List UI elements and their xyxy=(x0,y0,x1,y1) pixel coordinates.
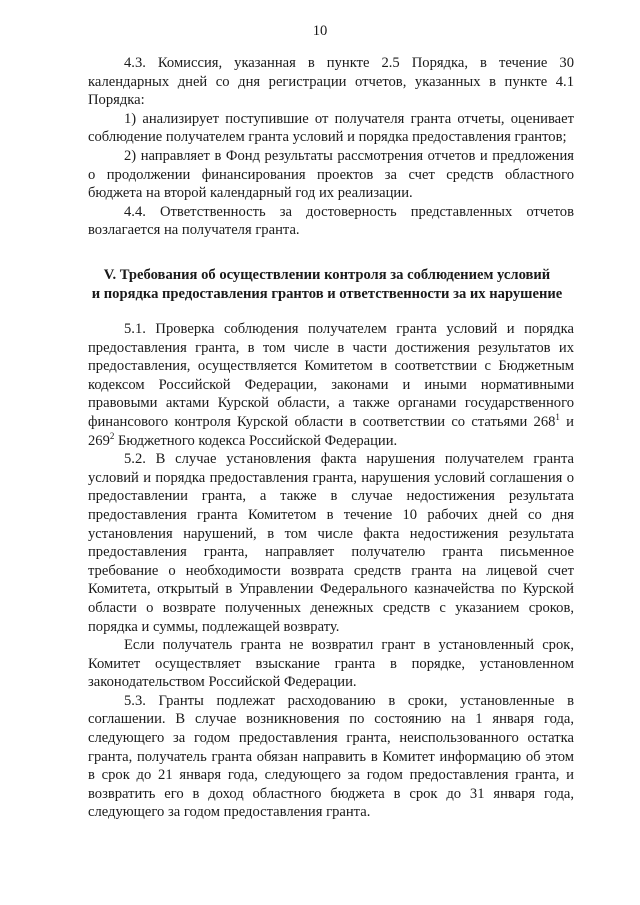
paragraph-5-2-continuation: Если получатель гранта не возвратил грант в установленный срок, Комитет осуществляет взыскание гранта в порядке, установленном законодательством Российской Федерации. xyxy=(88,637,574,691)
section-4-continuation xyxy=(88,54,574,240)
article-269-superscript: 2 xyxy=(109,430,115,441)
section-5-body xyxy=(88,320,574,822)
paragraph-4-3-item-1: 1) анализирует поступившие от получателя гранта отчеты, оценивает соблюдение получателем гранта условий и порядка предоставления грантов; xyxy=(88,110,574,146)
page-number: 10 xyxy=(312,23,328,39)
paragraph-5-2: 5.2. В случае установления факта нарушения получателем гранта условий и порядка предоставления гранта, нарушения условий соглашения о предоставлении гранта, а также в случае недостижения результата предоставления гранта Комитетом в течение 10 рабочих дней со дня установления нарушений, в том числе факта недостижения результата предоставления гранта, направляет получателю гранта письменное требование о необходимости возврата средств гранта на лицевой счет Комитета, открытый в Управлении Федерального казначейства по Курской области о возврате полученных денежных средств с указанием сроков, порядка и суммы, подлежащей возврату. xyxy=(88,451,574,635)
paragraph-5-1-text: 5.1. Проверка соблюдения получателем гранта условий и порядка предоставления гранта, в том числе в части достижения результатов их предоставления, осуществляется Комитетом в соответствии с Бюджетным кодексом Российской Федерации, законами и иными нормативными правовыми актами Курской области, а также органами государственного финансового контроля Курской области в соответствии со статьями 268 xyxy=(88,321,574,430)
paragraph-4-3-intro: 4.3. Комиссия, указанная в пункте 2.5 Порядка, в течение 30 календарных дней со дня регистрации отчетов, указанных в пункте 4.1 Порядка: xyxy=(88,55,574,109)
section-5-heading-line-1: V. Требования об осуществлении контроля за соблюдением условий xyxy=(103,267,551,283)
section-5-heading-line-2: и порядка предоставления грантов и ответственности за их нарушение xyxy=(91,286,563,302)
paragraph-4-4: 4.4. Ответственность за достоверность представленных отчетов возлагается на получателя гранта. xyxy=(88,203,574,239)
paragraph-5-3: 5.3. Гранты подлежат расходованию в сроки, установленные в соглашении. В случае возникновения по состоянию на 1 января года, следующего за годом предоставления гранта, неиспользованного остатка гранта, получатель гранта обязан направить в Комитет информацию об этом в срок до 21 января года, следующего за годом предоставления гранта, и возвратить его в доход областного бюджета в срок до 31 января года, следующего за годом предоставления гранта. xyxy=(88,692,574,821)
section-5-heading xyxy=(80,266,574,304)
paragraph-4-3-item-2: 2) направляет в Фонд результаты рассмотрения отчетов и предложения о продолжении финансирования проектов за счет средств областного бюджета на второй календарный год их реализации. xyxy=(88,147,574,202)
paragraph-5-1-mid: и 269 xyxy=(88,413,574,449)
article-268-superscript: 1 xyxy=(555,412,560,423)
paragraph-5-1-end: Бюджетного кодекса Российской Федерации. xyxy=(114,432,398,449)
paragraph-5-1 xyxy=(88,320,574,450)
